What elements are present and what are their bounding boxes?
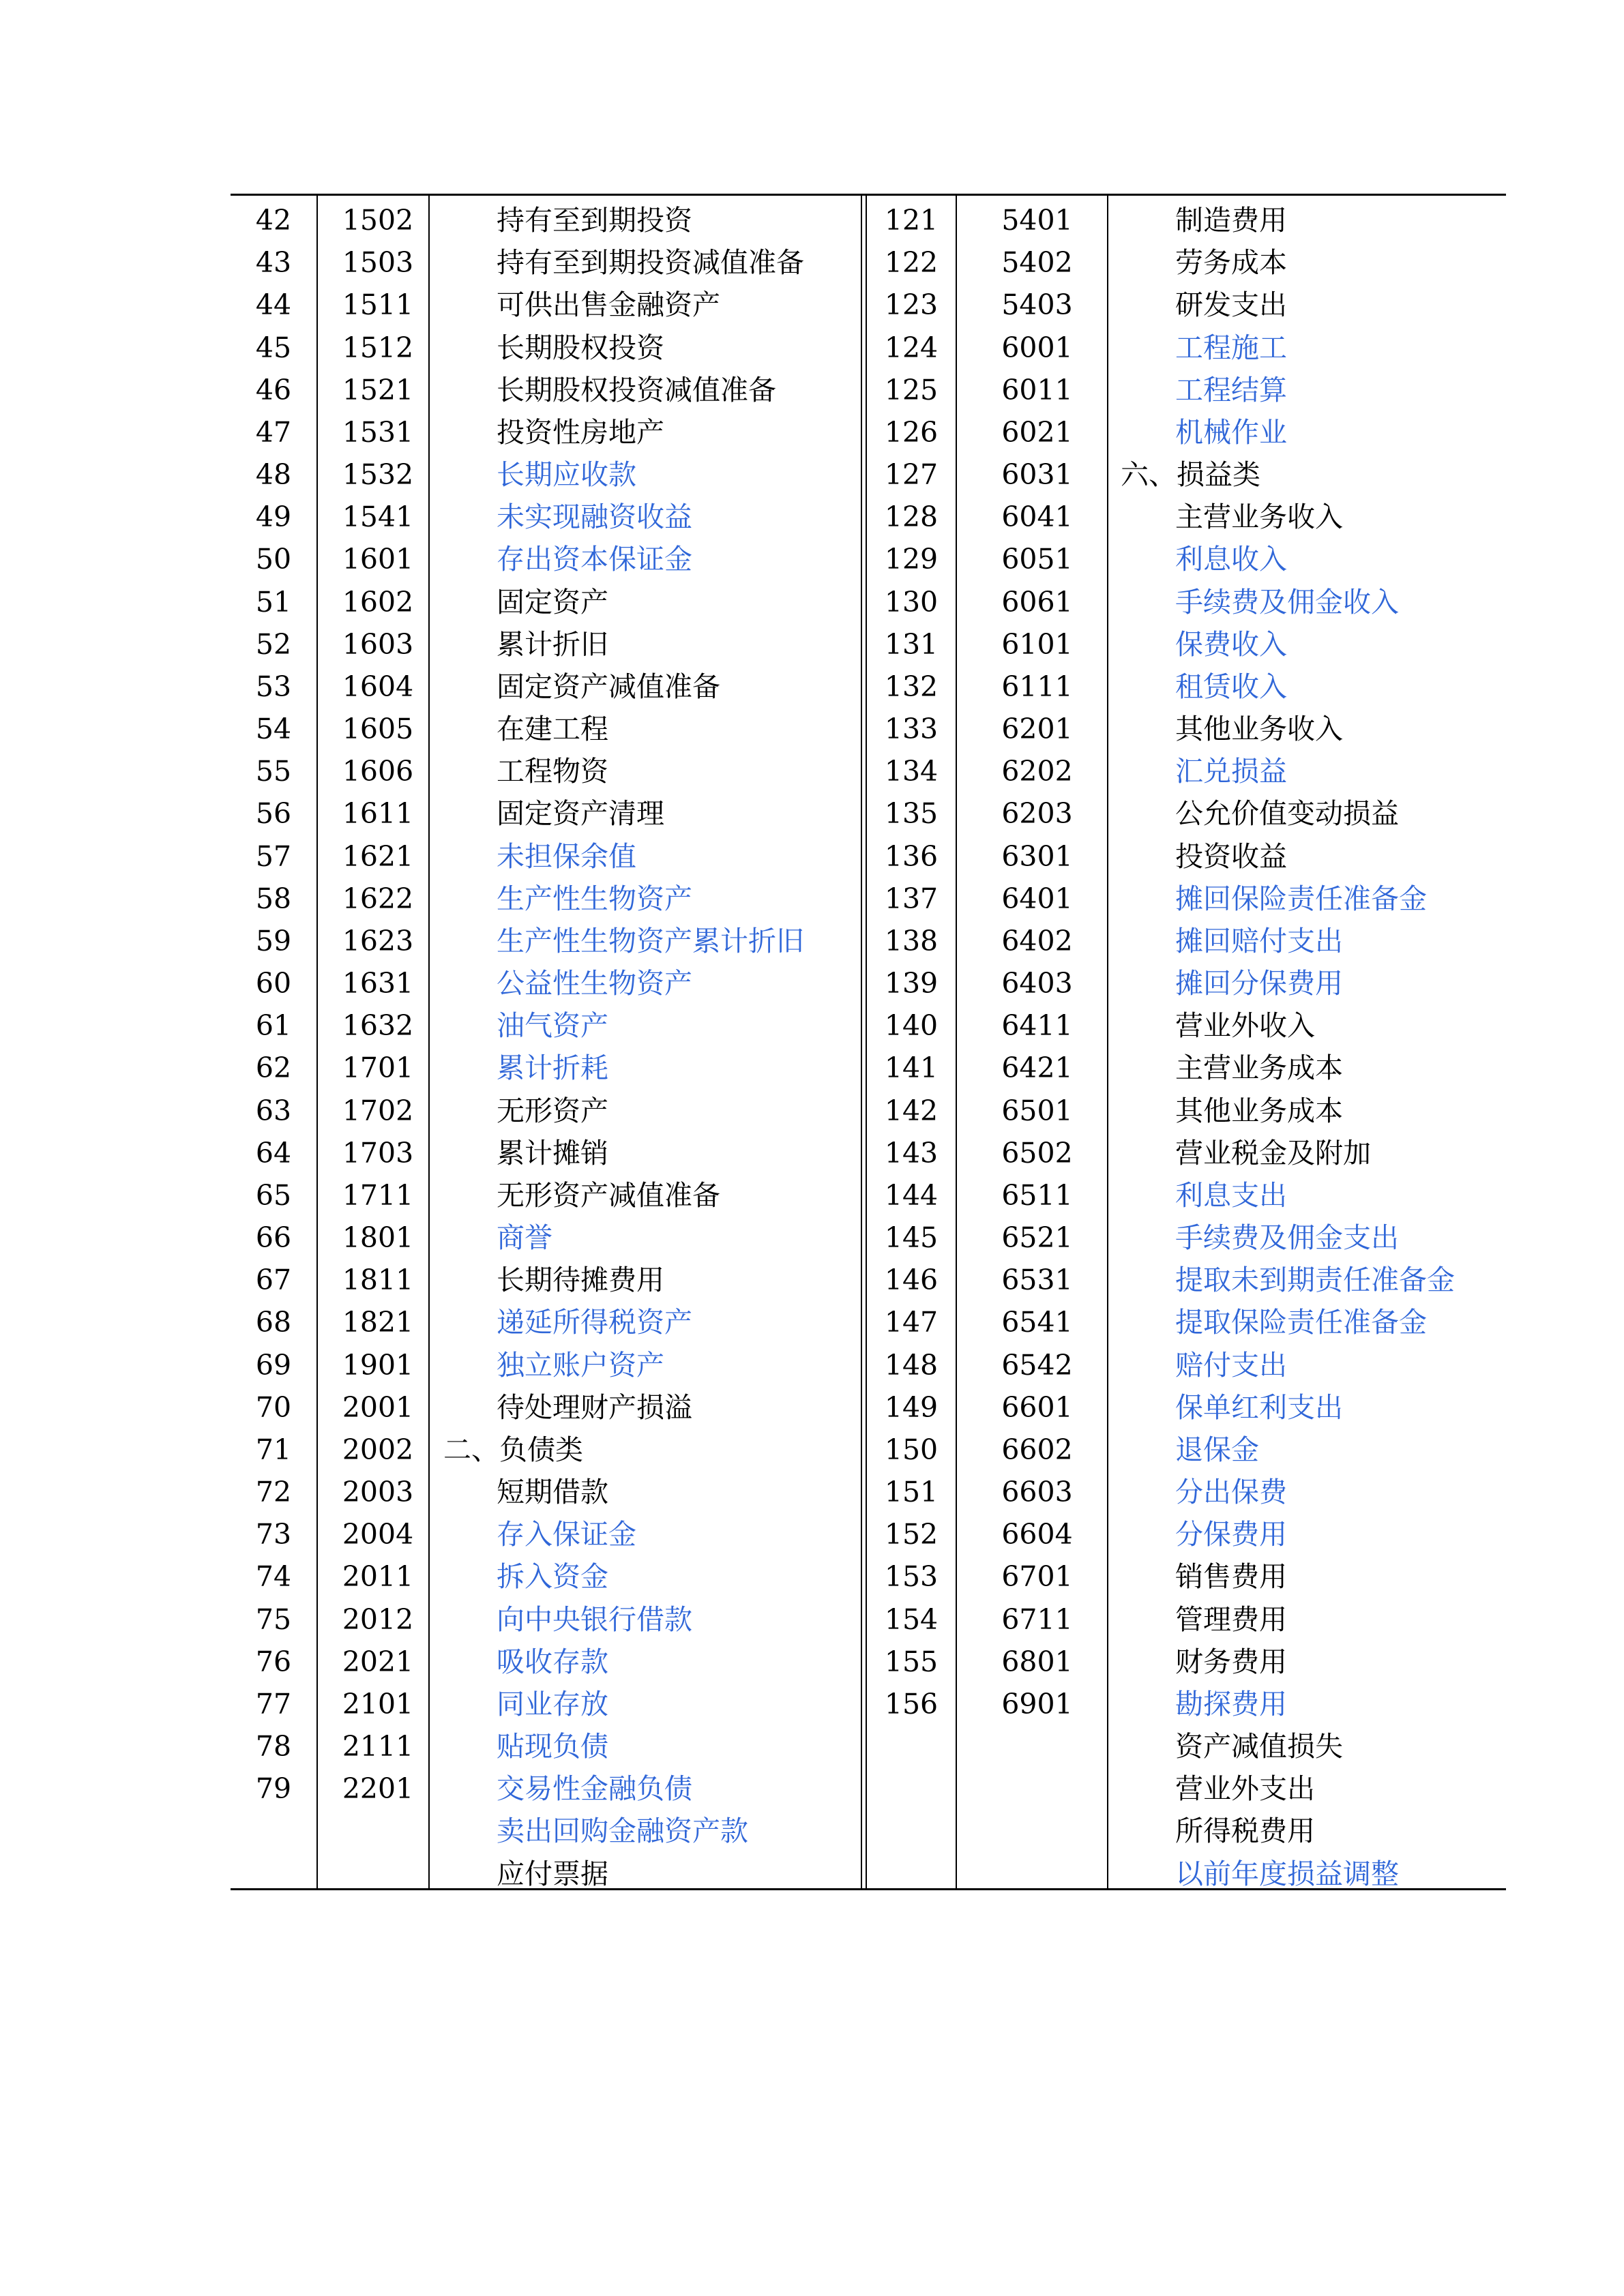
right-no-cell: 126	[884, 416, 939, 449]
right-no-cell: 150	[884, 1433, 939, 1466]
right-code-cell: 6021	[1001, 416, 1073, 449]
right-name-cell: 财务费用	[1175, 1645, 1287, 1678]
left-no-cell: 51	[255, 586, 292, 618]
right-name-cell: 摊回赔付支出	[1175, 925, 1343, 957]
left-code-cell: 2101	[342, 1688, 414, 1720]
left-no-cell: 44	[255, 288, 292, 321]
left-name-cell: 独立账户资产	[497, 1349, 664, 1382]
right-code-cell: 6541	[1001, 1306, 1073, 1339]
left-no-cell: 61	[255, 1009, 292, 1042]
right-name-cell: 以前年度损益调整	[1175, 1858, 1399, 1890]
right-code-cell: 6502	[1001, 1137, 1073, 1169]
right-code-cell: 5402	[1001, 246, 1073, 279]
left-code-cell: 1801	[342, 1221, 414, 1254]
left-no-cell: 79	[255, 1772, 292, 1805]
left-name-cell: 长期股权投资	[497, 331, 664, 364]
left-code-cell	[327, 1810, 428, 1852]
right-name-cell: 劳务成本	[1175, 246, 1287, 279]
left-code-cell	[327, 1853, 428, 1895]
left-name-cell: 固定资产	[497, 586, 608, 618]
left-name-cell: 公益性生物资产	[497, 967, 692, 1000]
left-name-cell: 拆入资金	[497, 1560, 608, 1593]
right-code-cell: 6411	[1001, 1009, 1073, 1042]
right-code-cell: 5403	[1001, 288, 1073, 321]
right-code-cell	[967, 1725, 1107, 1768]
right-no-cell: 152	[884, 1518, 939, 1551]
left-no-cell: 74	[255, 1560, 292, 1593]
left-name-cell: 持有至到期投资减值准备	[497, 246, 804, 279]
right-name-cell: 勘探费用	[1175, 1688, 1287, 1720]
right-code-cell: 6603	[1001, 1476, 1073, 1508]
right-name-cell: 手续费及佣金支出	[1175, 1221, 1399, 1254]
right-code-cell	[967, 1853, 1107, 1895]
left-name-cell: 吸收存款	[497, 1645, 608, 1678]
left-no-cell: 50	[255, 543, 292, 576]
left-name-cell: 向中央银行借款	[497, 1603, 692, 1636]
left-code-cell: 2111	[342, 1730, 414, 1763]
left-no-cell: 52	[255, 628, 292, 661]
right-name-cell: 营业外支出	[1175, 1772, 1315, 1805]
left-no-cell: 77	[255, 1688, 292, 1720]
left-name-cell: 二、负债类	[443, 1433, 583, 1466]
left-no-cell: 55	[255, 755, 292, 788]
right-name-cell: 分保费用	[1175, 1518, 1287, 1551]
right-name-cell: 利息收入	[1175, 543, 1287, 576]
right-no-cell: 131	[884, 628, 939, 661]
right-code-cell: 5401	[1001, 204, 1073, 237]
left-name-cell: 生产性生物资产累计折旧	[497, 925, 804, 957]
right-code-cell: 6601	[1001, 1391, 1073, 1424]
right-name-cell: 退保金	[1175, 1433, 1259, 1466]
left-code-cell: 1521	[342, 374, 414, 406]
account-code-table	[231, 194, 1506, 1890]
left-code-cell: 2001	[342, 1391, 414, 1424]
right-code-cell: 6701	[1001, 1560, 1073, 1593]
right-name-cell: 赔付支出	[1175, 1349, 1287, 1382]
right-name-cell: 营业外收入	[1175, 1009, 1315, 1042]
column-divider	[956, 194, 957, 1890]
right-no-cell: 142	[884, 1094, 939, 1127]
right-code-cell: 6602	[1001, 1433, 1073, 1466]
left-name-cell: 贴现负债	[497, 1730, 608, 1763]
right-name-cell: 提取未到期责任准备金	[1175, 1264, 1455, 1296]
right-no-cell: 149	[884, 1391, 939, 1424]
right-no-cell: 129	[884, 543, 939, 576]
left-code-cell: 2004	[342, 1518, 414, 1551]
right-name-cell: 提取保险责任准备金	[1175, 1306, 1427, 1339]
left-name-cell: 累计摊销	[497, 1137, 608, 1169]
right-no-cell: 144	[884, 1179, 939, 1212]
right-no-cell	[867, 1725, 956, 1768]
left-no-cell: 67	[255, 1264, 292, 1296]
left-no-cell: 56	[255, 797, 292, 830]
right-name-cell: 营业税金及附加	[1175, 1137, 1371, 1169]
left-code-cell: 1541	[342, 501, 414, 533]
left-no-cell: 72	[255, 1476, 292, 1508]
right-code-cell	[967, 1810, 1107, 1852]
right-name-cell: 分出保费	[1175, 1476, 1287, 1508]
right-no-cell: 140	[884, 1009, 939, 1042]
right-name-cell: 工程结算	[1175, 374, 1287, 406]
right-name-cell: 汇兑损益	[1175, 755, 1287, 788]
right-code-cell: 6501	[1001, 1094, 1073, 1127]
left-name-cell: 在建工程	[497, 713, 608, 745]
right-code-cell: 6402	[1001, 925, 1073, 957]
right-no-cell: 134	[884, 755, 939, 788]
left-code-cell: 1702	[342, 1094, 414, 1127]
right-code-cell: 6531	[1001, 1264, 1073, 1296]
left-code-cell: 1901	[342, 1349, 414, 1382]
right-code-cell: 6051	[1001, 543, 1073, 576]
right-code-cell: 6101	[1001, 628, 1073, 661]
right-code-cell: 6202	[1001, 755, 1073, 788]
left-name-cell: 无形资产减值准备	[497, 1179, 720, 1212]
right-code-cell: 6201	[1001, 713, 1073, 745]
left-code-cell: 1621	[342, 840, 414, 873]
left-no-cell: 43	[255, 246, 292, 279]
left-no-cell: 48	[255, 458, 292, 491]
right-no-cell: 139	[884, 967, 939, 1000]
left-code-cell: 1611	[342, 797, 414, 830]
left-no-cell: 53	[255, 670, 292, 703]
left-code-cell: 1532	[342, 458, 414, 491]
left-no-cell: 71	[255, 1433, 292, 1466]
left-name-cell: 固定资产清理	[497, 797, 664, 830]
left-code-cell: 1622	[342, 882, 414, 915]
left-name-cell: 长期待摊费用	[497, 1264, 664, 1296]
left-no-cell: 57	[255, 840, 292, 873]
left-name-cell: 交易性金融负债	[497, 1772, 692, 1805]
right-no-cell: 121	[884, 204, 939, 237]
right-name-cell: 保单红利支出	[1175, 1391, 1343, 1424]
right-code-cell: 6511	[1001, 1179, 1073, 1212]
column-divider	[316, 194, 318, 1890]
right-name-cell: 租赁收入	[1175, 670, 1287, 703]
left-code-cell: 2011	[342, 1560, 414, 1593]
left-no-cell: 76	[255, 1645, 292, 1678]
right-name-cell: 销售费用	[1175, 1560, 1287, 1593]
right-code-cell: 6421	[1001, 1052, 1073, 1084]
right-code-cell: 6901	[1001, 1688, 1073, 1720]
left-no-cell: 47	[255, 416, 292, 449]
right-name-cell: 机械作业	[1175, 416, 1287, 449]
right-name-cell: 制造费用	[1175, 204, 1287, 237]
right-code-cell	[967, 1768, 1107, 1810]
left-no-cell: 46	[255, 374, 292, 406]
right-no-cell: 133	[884, 713, 939, 745]
left-name-cell: 未担保余值	[497, 840, 636, 873]
left-no-cell: 75	[255, 1603, 292, 1636]
left-no-cell: 45	[255, 331, 292, 364]
left-code-cell: 1604	[342, 670, 414, 703]
right-no-cell: 127	[884, 458, 939, 491]
right-no-cell: 136	[884, 840, 939, 873]
right-name-cell: 工程施工	[1175, 331, 1287, 364]
left-no-cell	[231, 1853, 316, 1895]
right-no-cell: 137	[884, 882, 939, 915]
right-code-cell: 6001	[1001, 331, 1073, 364]
right-name-cell: 其他业务收入	[1175, 713, 1343, 745]
right-name-cell: 研发支出	[1175, 288, 1287, 321]
right-name-cell: 管理费用	[1175, 1603, 1287, 1636]
left-name-cell: 累计折旧	[497, 628, 608, 661]
left-code-cell: 1502	[342, 204, 414, 237]
right-name-cell: 主营业务收入	[1175, 501, 1343, 533]
right-no-cell: 151	[884, 1476, 939, 1508]
left-name-cell: 持有至到期投资	[497, 204, 692, 237]
left-no-cell: 73	[255, 1518, 292, 1551]
right-no-cell: 141	[884, 1052, 939, 1084]
left-name-cell: 短期借款	[497, 1476, 608, 1508]
right-no-cell: 143	[884, 1137, 939, 1169]
left-name-cell: 存出资本保证金	[497, 543, 692, 576]
right-no-cell: 122	[884, 246, 939, 279]
left-code-cell: 1631	[342, 967, 414, 1000]
left-code-cell: 1531	[342, 416, 414, 449]
left-no-cell: 49	[255, 501, 292, 533]
left-no-cell: 62	[255, 1052, 292, 1084]
right-name-cell: 手续费及佣金收入	[1175, 586, 1399, 618]
right-code-cell: 6801	[1001, 1645, 1073, 1678]
left-name-cell: 无形资产	[497, 1094, 608, 1127]
left-code-cell: 1811	[342, 1264, 414, 1296]
left-code-cell: 1605	[342, 713, 414, 745]
right-no-cell: 147	[884, 1306, 939, 1339]
left-code-cell: 1603	[342, 628, 414, 661]
left-code-cell: 1606	[342, 755, 414, 788]
right-code-cell: 6203	[1001, 797, 1073, 830]
right-no-cell: 123	[884, 288, 939, 321]
left-no-cell: 78	[255, 1730, 292, 1763]
right-name-cell: 利息支出	[1175, 1179, 1287, 1212]
right-no-cell: 130	[884, 586, 939, 618]
table-top-rule	[231, 194, 1506, 196]
left-name-cell: 累计折耗	[497, 1052, 608, 1084]
left-name-cell: 长期股权投资减值准备	[497, 374, 776, 406]
left-code-cell: 1512	[342, 331, 414, 364]
right-name-cell: 六、损益类	[1121, 458, 1260, 491]
right-code-cell: 6403	[1001, 967, 1073, 1000]
right-code-cell: 6301	[1001, 840, 1073, 873]
left-no-cell: 63	[255, 1094, 292, 1127]
left-name-cell: 商誉	[497, 1221, 552, 1254]
right-code-cell: 6031	[1001, 458, 1073, 491]
left-code-cell: 1511	[342, 288, 414, 321]
left-code-cell: 2003	[342, 1476, 414, 1508]
right-no-cell: 156	[884, 1688, 939, 1720]
column-divider	[428, 194, 430, 1890]
left-name-cell: 可供出售金融资产	[497, 288, 720, 321]
right-no-cell: 128	[884, 501, 939, 533]
left-name-cell: 递延所得税资产	[497, 1306, 692, 1339]
left-no-cell: 60	[255, 967, 292, 1000]
left-name-cell: 同业存放	[497, 1688, 608, 1720]
left-code-cell: 1602	[342, 586, 414, 618]
left-name-cell: 油气资产	[497, 1009, 608, 1042]
left-code-cell: 2201	[342, 1772, 414, 1805]
right-no-cell: 145	[884, 1221, 939, 1254]
right-no-cell	[867, 1768, 956, 1810]
left-no-cell: 65	[255, 1179, 292, 1212]
left-no-cell: 64	[255, 1137, 292, 1169]
right-code-cell: 6111	[1001, 670, 1073, 703]
right-code-cell: 6521	[1001, 1221, 1073, 1254]
left-name-cell: 存入保证金	[497, 1518, 636, 1551]
left-name-cell: 固定资产减值准备	[497, 670, 720, 703]
left-no-cell: 70	[255, 1391, 292, 1424]
left-no-cell: 66	[255, 1221, 292, 1254]
left-code-cell: 1632	[342, 1009, 414, 1042]
right-name-cell: 主营业务成本	[1175, 1052, 1343, 1084]
right-code-cell: 6542	[1001, 1349, 1073, 1382]
left-code-cell: 1503	[342, 246, 414, 279]
left-no-cell: 54	[255, 713, 292, 745]
right-no-cell	[867, 1853, 956, 1895]
left-code-cell: 1623	[342, 925, 414, 957]
left-code-cell: 2002	[342, 1433, 414, 1466]
left-name-cell: 应付票据	[497, 1858, 608, 1890]
right-no-cell: 124	[884, 331, 939, 364]
right-code-cell: 6604	[1001, 1518, 1073, 1551]
left-no-cell: 68	[255, 1306, 292, 1339]
left-name-cell: 长期应收款	[497, 458, 636, 491]
left-no-cell: 59	[255, 925, 292, 957]
left-code-cell: 1703	[342, 1137, 414, 1169]
left-code-cell: 1701	[342, 1052, 414, 1084]
right-name-cell: 公允价值变动损益	[1175, 797, 1399, 830]
right-name-cell: 摊回分保费用	[1175, 967, 1343, 1000]
right-name-cell: 其他业务成本	[1175, 1094, 1343, 1127]
right-no-cell: 153	[884, 1560, 939, 1593]
left-code-cell: 2021	[342, 1645, 414, 1678]
right-code-cell: 6711	[1001, 1603, 1073, 1636]
right-code-cell: 6041	[1001, 501, 1073, 533]
right-no-cell: 155	[884, 1645, 939, 1678]
left-no-cell	[231, 1810, 316, 1852]
left-name-cell: 工程物资	[497, 755, 608, 788]
right-no-cell: 125	[884, 374, 939, 406]
left-code-cell: 1601	[342, 543, 414, 576]
right-name-cell: 投资收益	[1175, 840, 1287, 873]
right-code-cell: 6061	[1001, 586, 1073, 618]
left-code-cell: 2012	[342, 1603, 414, 1636]
right-no-cell: 148	[884, 1349, 939, 1382]
left-code-cell: 1711	[342, 1179, 414, 1212]
right-no-cell: 154	[884, 1603, 939, 1636]
right-name-cell: 所得税费用	[1175, 1815, 1315, 1847]
right-name-cell: 摊回保险责任准备金	[1175, 882, 1427, 915]
left-name-cell: 卖出回购金融资产款	[497, 1815, 748, 1847]
left-name-cell: 未实现融资收益	[497, 501, 692, 533]
column-double-divider-left	[861, 194, 862, 1890]
right-no-cell: 146	[884, 1264, 939, 1296]
right-code-cell: 6011	[1001, 374, 1073, 406]
right-no-cell: 138	[884, 925, 939, 957]
column-divider	[1107, 194, 1108, 1890]
right-no-cell: 135	[884, 797, 939, 830]
right-no-cell	[867, 1810, 956, 1852]
right-no-cell: 132	[884, 670, 939, 703]
right-code-cell: 6401	[1001, 882, 1073, 915]
left-no-cell: 69	[255, 1349, 292, 1382]
left-name-cell: 生产性生物资产	[497, 882, 692, 915]
right-name-cell: 保费收入	[1175, 628, 1287, 661]
left-name-cell: 待处理财产损溢	[497, 1391, 692, 1424]
left-name-cell: 投资性房地产	[497, 416, 664, 449]
left-no-cell: 58	[255, 882, 292, 915]
left-no-cell: 42	[255, 204, 292, 237]
right-name-cell: 资产减值损失	[1175, 1730, 1343, 1763]
left-code-cell: 1821	[342, 1306, 414, 1339]
